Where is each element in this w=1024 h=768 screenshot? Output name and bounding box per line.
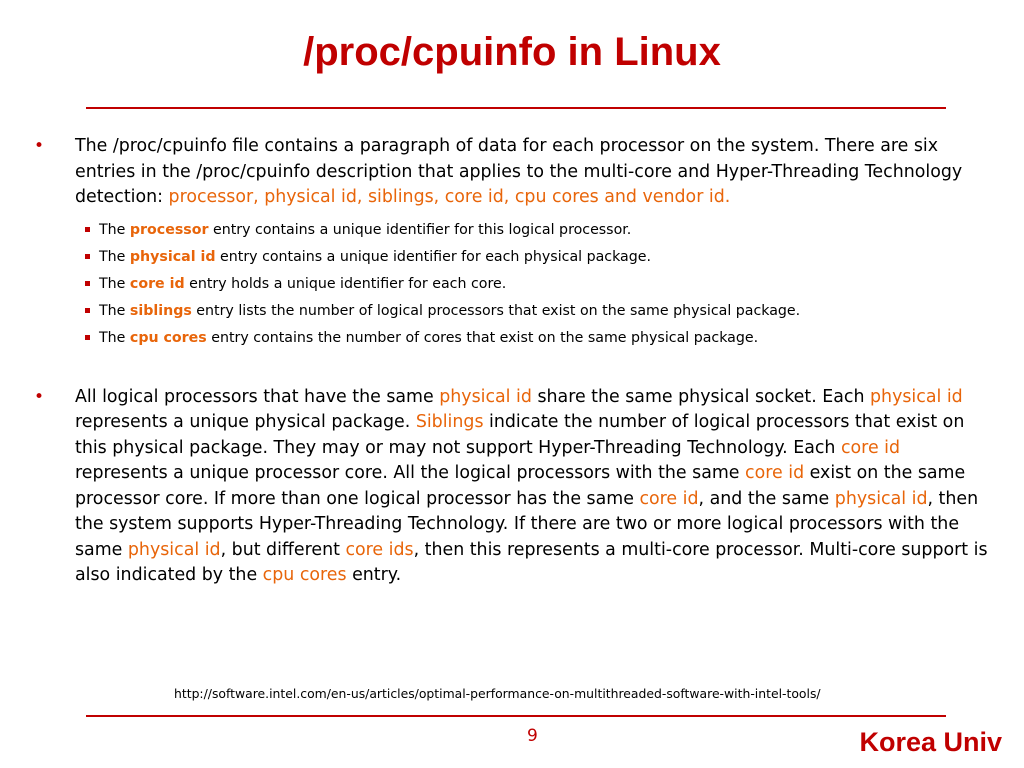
highlighted-term: physical id [834,488,928,509]
highlighted-term: core id [745,463,805,483]
text-run: All logical processors that have the same [75,386,440,407]
text-run: , and the same [698,488,835,509]
entry-description: entry contains the number of cores that exist on the same physical package. [206,329,759,346]
entry-prefix: The [99,275,130,292]
text-run: , but different [220,539,346,560]
entry-keyword: physical id [129,248,216,265]
highlighted-term: core ids [345,539,414,560]
text-run: represents a unique physical package. [75,412,416,432]
text-run: entry. [346,565,402,585]
bullet2-text [75,387,988,586]
square-bullet-icon [85,335,90,340]
entry-keyword: siblings [129,302,192,319]
entry-description: entry contains a unique identifier for each physical package. [215,248,651,265]
page-number: 9 [527,726,538,746]
text-run: , then this represents a multi-core processor. Multi-core support is also indicated by the [75,539,988,585]
bullet-cpuinfo-overview [30,134,992,211]
highlighted-term: core id [639,488,699,509]
entry-description: entry contains a unique identifier for this logical processor. [208,221,632,238]
cpuinfo-entry-item [30,217,992,244]
entry-description: entry holds a unique identifier for each core. [184,275,507,292]
brand-logo-text: Korea Univ [859,727,1002,757]
text-run: , then the system supports Hyper-Threading Technology. If there are two or more logical processors with the same [75,488,979,560]
entry-prefix: The [99,248,130,265]
cpuinfo-entry-item [30,298,992,325]
footer-divider [86,715,946,717]
title-divider [86,107,946,109]
square-bullet-icon [85,227,90,232]
cpuinfo-entry-item [30,271,992,298]
bullet-dot-icon: • [34,386,45,407]
entry-keyword: cpu cores [129,329,207,346]
slide-body [30,134,992,589]
highlighted-term: cpu cores [262,565,347,585]
bullet1-highlight: processor, physical id, siblings, core id, cpu cores and vendor id. [168,187,731,207]
bullet1-text: The /proc/cpuinfo file contains a paragraph of data for each processor on the system. There are six entries in the /proc/cpuinfo description that applies to the multi-core and Hyper-Threading Technology detection: [75,136,963,207]
square-bullet-icon [85,254,90,259]
entry-prefix: The [99,221,130,238]
bullet-dot-icon: • [34,136,45,156]
entry-prefix: The [99,302,130,319]
source-url: http://software.intel.com/en-us/articles/optimal-performance-on-multithreaded-software-with-intel-tools/ [174,686,821,701]
entry-keyword: core id [129,275,185,292]
cpuinfo-entry-item [30,244,992,271]
entry-keyword: processor [129,221,209,238]
highlighted-term: physical id [870,386,963,407]
square-bullet-icon [85,308,90,313]
cpuinfo-entry-list [30,217,992,352]
text-run: represents a unique processor core. All the logical processors with the same [75,463,746,483]
highlighted-term: core id [840,437,901,458]
cpuinfo-entry-item [30,325,992,352]
highlighted-term: physical id [127,539,221,560]
bullet-logical-processors [30,385,992,589]
highlighted-term: Siblings [415,412,484,432]
slide-title: /proc/cpuinfo in Linux [303,30,721,74]
entry-description: entry lists the number of logical processors that exist on the same physical package. [191,302,801,319]
entry-prefix: The [99,329,130,346]
text-run: indicate the number of logical processors that exist on this physical package. They may or may not support Hyper-Threading Technology. Each [75,412,965,458]
highlighted-term: physical id [439,386,532,407]
square-bullet-icon [85,281,90,286]
text-run: exist on the same processor core. If more than one logical processor has the same [75,463,966,509]
text-run: share the same physical socket. Each [531,386,871,407]
